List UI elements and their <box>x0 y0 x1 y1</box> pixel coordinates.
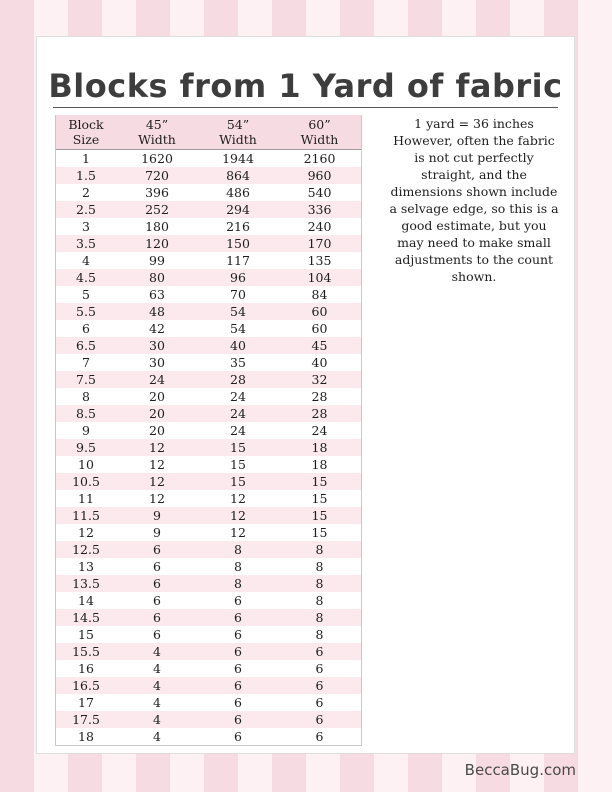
block-size-cell: 13 <box>78 559 94 574</box>
width-54-cell: 54 <box>230 321 246 336</box>
width-60-cell: 40 <box>311 355 328 370</box>
width-45-cell: 99 <box>149 253 165 268</box>
width-54-cell: 24 <box>230 406 246 421</box>
width-45-cell: 80 <box>149 270 165 285</box>
block-size-cell: 12 <box>78 525 94 540</box>
block-size-cell: 9 <box>82 423 90 438</box>
width-54-cell: 24 <box>230 389 246 404</box>
width-54-cell: 12 <box>230 491 246 506</box>
table-row <box>56 592 361 609</box>
table-row <box>56 541 361 558</box>
table-row <box>56 609 361 626</box>
width-60-cell: 960 <box>307 168 332 183</box>
table-row <box>56 269 361 286</box>
width-54-cell: 96 <box>230 270 246 285</box>
block-size-cell: 11 <box>78 491 94 506</box>
width-60-cell: 45 <box>311 338 328 353</box>
width-60-cell: 6 <box>315 729 324 744</box>
table-row <box>56 507 361 524</box>
block-size-cell: 5.5 <box>76 304 96 319</box>
width-54-cell: 6 <box>234 695 242 710</box>
width-54-cell: 117 <box>226 253 250 268</box>
width-45-cell: 9 <box>153 508 161 523</box>
block-size-cell: 15.5 <box>72 644 100 659</box>
width-54-cell: 35 <box>230 355 246 370</box>
table-header-row <box>56 115 361 150</box>
block-size-cell: 9.5 <box>76 440 96 455</box>
block-size-cell: 3.5 <box>76 236 96 251</box>
block-size-cell: 15 <box>78 627 94 642</box>
width-45-cell: 12 <box>149 457 165 472</box>
width-45-cell: 4 <box>153 644 161 659</box>
width-54-cell: 6 <box>234 661 242 676</box>
block-size-cell: 7 <box>82 355 90 370</box>
block-size-cell: 8 <box>82 389 90 404</box>
table-row <box>56 694 361 711</box>
block-size-cell: 5 <box>82 287 90 302</box>
block-size-cell: 6 <box>82 321 90 336</box>
width-60-cell: 8 <box>315 542 324 557</box>
width-54-cell: 486 <box>226 185 250 200</box>
width-54-cell: 6 <box>234 627 242 642</box>
width-60-cell: 8 <box>315 576 324 591</box>
width-60-cell: 6 <box>315 712 324 727</box>
table-row <box>56 388 361 405</box>
width-54-cell: 28 <box>230 372 246 387</box>
width-45-cell: 4 <box>153 729 161 744</box>
header-54-width-line2: Width <box>219 132 257 147</box>
block-size-cell: 17.5 <box>72 712 100 727</box>
width-60-cell: 15 <box>311 508 328 523</box>
width-60-cell: 6 <box>315 695 324 710</box>
width-45-cell: 4 <box>153 678 161 693</box>
width-54-cell: 294 <box>226 202 250 217</box>
header-60-width <box>278 115 361 149</box>
width-54-cell: 6 <box>234 712 242 727</box>
width-60-cell: 135 <box>307 253 332 268</box>
table-row <box>56 422 361 439</box>
width-45-cell: 30 <box>149 338 165 353</box>
table-row <box>56 286 361 303</box>
table-row <box>56 150 361 167</box>
width-54-cell: 70 <box>230 287 246 302</box>
block-size-cell: 12.5 <box>72 542 100 557</box>
header-60-width-line2: Width <box>300 132 339 147</box>
width-54-cell: 864 <box>226 168 250 183</box>
width-54-cell: 24 <box>230 423 246 438</box>
width-60-cell: 32 <box>311 372 328 387</box>
table-row <box>56 303 361 320</box>
header-45-width <box>116 115 198 149</box>
width-60-cell: 8 <box>315 627 324 642</box>
width-45-cell: 24 <box>149 372 165 387</box>
header-45-width-line2: Width <box>138 132 176 147</box>
width-60-cell: 336 <box>307 202 332 217</box>
width-45-cell: 396 <box>145 185 169 200</box>
title-divider <box>53 107 558 108</box>
width-54-cell: 6 <box>234 678 242 693</box>
block-size-cell: 11.5 <box>72 508 100 523</box>
width-45-cell: 6 <box>153 542 161 557</box>
block-size-cell: 8.5 <box>76 406 96 421</box>
width-54-cell: 150 <box>226 236 250 251</box>
width-45-cell: 48 <box>149 304 165 319</box>
width-60-cell: 8 <box>315 593 324 608</box>
width-45-cell: 6 <box>153 576 161 591</box>
page-title: Blocks from 1 Yard of fabric <box>48 67 563 105</box>
table-row <box>56 337 361 354</box>
width-60-cell: 28 <box>311 389 328 404</box>
width-60-cell: 6 <box>315 661 324 676</box>
header-54-width-line1: 54” <box>226 117 250 132</box>
block-size-cell: 1.5 <box>76 168 96 183</box>
block-size-cell: 6.5 <box>76 338 96 353</box>
block-size-cell: 16 <box>78 661 94 676</box>
width-45-cell: 4 <box>153 712 161 727</box>
yardage-table <box>55 115 362 746</box>
table-row <box>56 456 361 473</box>
width-45-cell: 20 <box>149 389 165 404</box>
block-size-cell: 3 <box>82 219 90 234</box>
table-row <box>56 473 361 490</box>
width-45-cell: 30 <box>149 355 165 370</box>
table-row <box>56 524 361 541</box>
table-row <box>56 711 361 728</box>
width-54-cell: 216 <box>226 219 250 234</box>
header-45-width-line1: 45” <box>145 117 169 132</box>
width-60-cell: 24 <box>311 423 328 438</box>
header-block-size <box>56 115 116 149</box>
width-45-cell: 20 <box>149 423 165 438</box>
width-45-cell: 42 <box>149 321 165 336</box>
width-54-cell: 8 <box>234 576 242 591</box>
table-row <box>56 728 361 745</box>
width-54-cell: 1944 <box>222 151 254 166</box>
width-54-cell: 8 <box>234 542 242 557</box>
width-45-cell: 12 <box>149 474 165 489</box>
width-54-cell: 15 <box>230 474 246 489</box>
width-60-cell: 15 <box>311 474 328 489</box>
width-60-cell: 18 <box>311 457 328 472</box>
width-45-cell: 9 <box>153 525 161 540</box>
block-size-cell: 17 <box>78 695 94 710</box>
table-row <box>56 201 361 218</box>
header-60-width-line1: 60” <box>308 117 331 132</box>
width-60-cell: 2160 <box>303 151 336 166</box>
table-body <box>56 150 361 745</box>
table-row <box>56 558 361 575</box>
width-60-cell: 15 <box>311 525 328 540</box>
width-45-cell: 4 <box>153 695 161 710</box>
block-size-cell: 16.5 <box>72 678 100 693</box>
width-45-cell: 180 <box>145 219 169 234</box>
yardage-note: 1 yard = 36 inches However, often the fabric is not cut perfectly straight, and the dimensions shown include a selvage edge, so this is a good estimate, but you may need to make small adjustments to the count shown. <box>389 116 559 284</box>
width-60-cell: 170 <box>307 236 332 251</box>
width-60-cell: 60 <box>311 304 328 319</box>
width-54-cell: 6 <box>234 610 242 625</box>
table-row <box>56 235 361 252</box>
header-54-width <box>198 115 278 149</box>
table-row <box>56 439 361 456</box>
table-row <box>56 405 361 422</box>
width-45-cell: 20 <box>149 406 165 421</box>
width-45-cell: 4 <box>153 661 161 676</box>
width-54-cell: 15 <box>230 457 246 472</box>
width-45-cell: 1620 <box>141 151 173 166</box>
table-row <box>56 371 361 388</box>
table-row <box>56 320 361 337</box>
width-45-cell: 6 <box>153 627 161 642</box>
width-54-cell: 6 <box>234 593 242 608</box>
table-row <box>56 626 361 643</box>
width-45-cell: 252 <box>145 202 169 217</box>
width-60-cell: 60 <box>311 321 328 336</box>
width-60-cell: 8 <box>315 610 324 625</box>
width-54-cell: 8 <box>234 559 242 574</box>
block-size-cell: 13.5 <box>72 576 100 591</box>
width-60-cell: 6 <box>315 678 324 693</box>
width-60-cell: 15 <box>311 491 328 506</box>
width-60-cell: 6 <box>315 644 324 659</box>
width-60-cell: 240 <box>307 219 332 234</box>
table-row <box>56 490 361 507</box>
width-54-cell: 6 <box>234 729 242 744</box>
block-size-cell: 4.5 <box>76 270 96 285</box>
table-row <box>56 643 361 660</box>
block-size-cell: 4 <box>82 253 90 268</box>
header-block-size-line2: Size <box>72 132 100 147</box>
width-60-cell: 28 <box>311 406 328 421</box>
block-size-cell: 2 <box>82 185 90 200</box>
block-size-cell: 18 <box>78 729 94 744</box>
width-60-cell: 84 <box>311 287 328 302</box>
block-size-cell: 1 <box>82 151 90 166</box>
width-45-cell: 6 <box>153 559 161 574</box>
footer-brand: BeccaBug.com <box>464 761 576 779</box>
width-54-cell: 12 <box>230 525 246 540</box>
table-row <box>56 218 361 235</box>
width-45-cell: 720 <box>145 168 169 183</box>
width-45-cell: 12 <box>149 440 165 455</box>
width-60-cell: 104 <box>307 270 332 285</box>
table-row <box>56 167 361 184</box>
table-row <box>56 184 361 201</box>
width-45-cell: 6 <box>153 610 161 625</box>
block-size-cell: 14 <box>78 593 94 608</box>
table-row <box>56 252 361 269</box>
block-size-cell: 10 <box>78 457 94 472</box>
width-54-cell: 15 <box>230 440 246 455</box>
block-size-cell: 2.5 <box>76 202 96 217</box>
width-45-cell: 12 <box>149 491 165 506</box>
width-45-cell: 6 <box>153 593 161 608</box>
width-60-cell: 8 <box>315 559 324 574</box>
table-row <box>56 677 361 694</box>
block-size-cell: 7.5 <box>76 372 96 387</box>
width-54-cell: 12 <box>230 508 246 523</box>
width-54-cell: 54 <box>230 304 246 319</box>
table-row <box>56 354 361 371</box>
width-45-cell: 120 <box>145 236 169 251</box>
content-panel <box>36 36 575 754</box>
header-block-size-line1: Block <box>68 117 104 132</box>
width-45-cell: 63 <box>149 287 165 302</box>
width-54-cell: 40 <box>230 338 246 353</box>
width-60-cell: 18 <box>311 440 328 455</box>
width-60-cell: 540 <box>307 185 332 200</box>
block-size-cell: 14.5 <box>72 610 100 625</box>
block-size-cell: 10.5 <box>72 474 100 489</box>
table-row <box>56 575 361 592</box>
table-row <box>56 660 361 677</box>
width-54-cell: 6 <box>234 644 242 659</box>
